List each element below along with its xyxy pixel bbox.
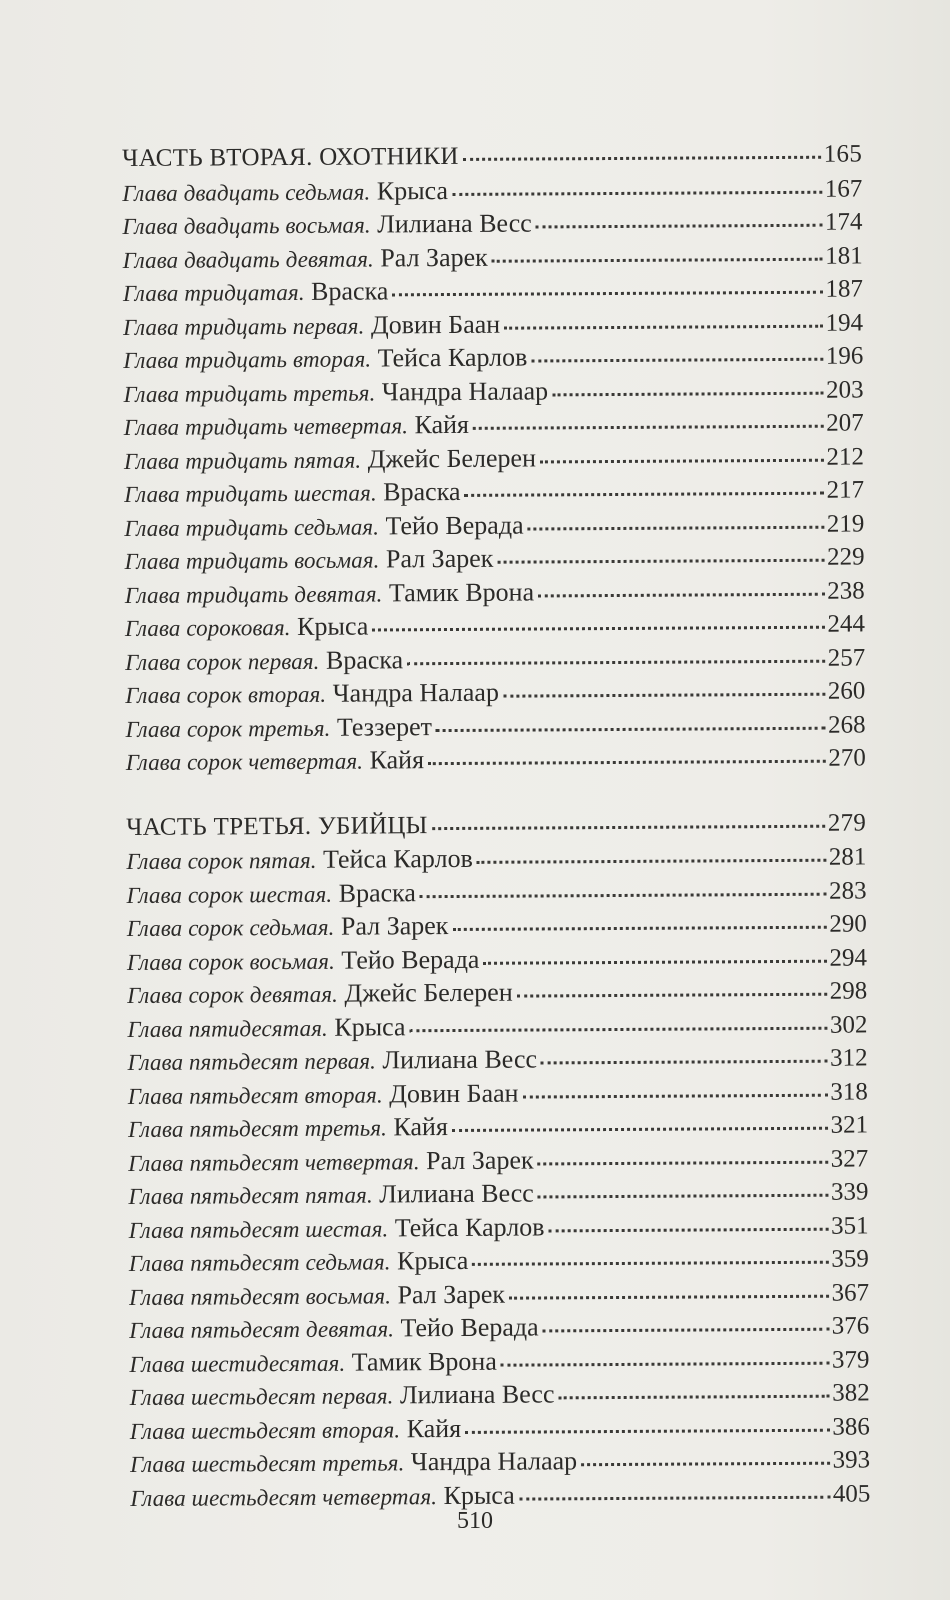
chapter-number: Глава тридцать шестая. xyxy=(124,480,377,507)
dot-leader xyxy=(436,726,825,731)
entry-label xyxy=(128,1042,538,1079)
entry-label xyxy=(124,441,536,478)
chapter-character: Тейса Карлов xyxy=(377,342,528,373)
dot-leader xyxy=(541,1060,827,1065)
entry-page-number: 290 xyxy=(829,910,867,938)
section-spacer xyxy=(126,774,866,811)
entry-page-number: 207 xyxy=(826,409,864,437)
chapter-character: Лилиана Весс xyxy=(399,1379,555,1410)
dot-leader xyxy=(503,693,825,698)
entry-page-number: 386 xyxy=(832,1412,870,1441)
entry-page-number: 194 xyxy=(825,308,864,337)
dot-leader xyxy=(463,156,821,161)
part-title: ЧАСТЬ ТРЕТЬЯ. УБИЙЦЫ xyxy=(126,811,428,841)
dot-leader xyxy=(538,1194,828,1199)
dot-leader xyxy=(549,1227,829,1232)
chapter-character: Тейо Верада xyxy=(341,944,480,975)
entry-label xyxy=(129,1310,539,1347)
toc-entry xyxy=(128,1074,868,1112)
entry-label xyxy=(129,1244,469,1281)
entry-label xyxy=(127,909,449,945)
chapter-character: Лилиана Весс xyxy=(377,208,532,239)
entry-page-number: 281 xyxy=(828,843,867,871)
entry-label xyxy=(125,710,432,746)
chapter-character: Кайя xyxy=(406,1413,462,1443)
entry-page-number: 294 xyxy=(829,943,868,972)
toc-entry xyxy=(124,506,864,544)
entry-page-number: 359 xyxy=(831,1245,869,1273)
entry-label xyxy=(126,743,424,779)
toc-entry xyxy=(130,1375,870,1413)
chapter-character: Враска xyxy=(311,276,389,306)
dot-leader xyxy=(472,1261,828,1266)
dot-leader xyxy=(452,1127,828,1132)
entry-label xyxy=(130,1444,577,1481)
chapter-character: Довин Баан xyxy=(370,309,501,339)
toc-entry xyxy=(125,673,865,711)
dot-leader xyxy=(465,1428,829,1433)
toc-entry xyxy=(128,1141,868,1179)
toc-entry xyxy=(122,204,862,242)
entry-page-number: 238 xyxy=(827,576,865,605)
dot-leader xyxy=(432,824,825,829)
chapter-number: Глава пятьдесят вторая. xyxy=(127,1081,383,1109)
toc-entry xyxy=(124,439,864,477)
chapter-number: Глава шестидесятая. xyxy=(129,1350,346,1377)
entry-label xyxy=(123,341,527,378)
entry-page-number: 212 xyxy=(826,442,865,471)
chapter-character: Рал Зарек xyxy=(426,1145,534,1175)
chapter-character: Лилиана Весс xyxy=(382,1044,538,1075)
entry-page-number: 167 xyxy=(824,174,863,203)
dot-leader xyxy=(517,993,827,998)
chapter-character: Теззерет xyxy=(336,711,433,742)
toc-entry xyxy=(129,1241,869,1279)
dot-leader xyxy=(492,257,822,262)
toc-entry xyxy=(130,1442,870,1480)
chapter-number: Глава тридцатая. xyxy=(122,279,305,306)
chapter-number: Глава сорок первая. xyxy=(125,648,320,675)
toc-entry xyxy=(127,940,867,978)
toc-entry xyxy=(126,839,866,877)
dot-leader xyxy=(519,1495,830,1500)
entry-page-number: 376 xyxy=(831,1312,870,1340)
entry-label xyxy=(125,575,535,612)
dot-leader xyxy=(372,626,824,632)
entry-label xyxy=(128,1076,519,1113)
dot-leader xyxy=(410,1026,827,1032)
chapter-number: Глава тридцать пятая. xyxy=(123,447,362,474)
toc-entry xyxy=(123,271,863,309)
entry-label xyxy=(123,374,548,411)
dot-leader xyxy=(509,1294,829,1299)
part-title: ЧАСТЬ ВТОРАЯ. ОХОТНИКИ xyxy=(122,142,459,172)
entry-label xyxy=(125,643,403,679)
dot-leader xyxy=(392,291,822,297)
entry-page-number: 270 xyxy=(828,744,866,772)
toc-entry xyxy=(126,873,866,911)
toc-entry xyxy=(127,973,867,1011)
dot-leader xyxy=(558,1395,829,1400)
chapter-number: Глава шестьдесят третья. xyxy=(130,1450,405,1477)
chapter-number: Глава шестьдесят вторая. xyxy=(129,1416,401,1444)
entry-label xyxy=(124,508,523,545)
toc-entry xyxy=(125,573,865,611)
chapter-character: Крыса xyxy=(397,1245,469,1276)
dot-leader xyxy=(540,458,823,463)
entry-label xyxy=(129,1277,505,1314)
entry-label xyxy=(129,1210,545,1247)
dot-leader xyxy=(504,324,822,329)
chapter-character: Довин Баан xyxy=(389,1078,519,1108)
chapter-character: Крыса xyxy=(334,1011,406,1042)
dot-leader xyxy=(473,425,823,430)
chapter-number: Глава двадцать девятая. xyxy=(122,245,374,273)
chapter-number: Глава пятьдесят седьмая. xyxy=(128,1249,391,1276)
toc-entry xyxy=(129,1342,869,1380)
chapter-number: Глава двадцать седьмая. xyxy=(122,178,371,206)
chapter-character: Враска xyxy=(325,644,404,675)
chapter-number: Глава пятьдесят девятая. xyxy=(129,1316,395,1343)
chapter-number: Глава пятьдесят четвертая. xyxy=(128,1148,420,1176)
chapter-character: Тейса Карлов xyxy=(323,843,473,874)
entry-label xyxy=(124,542,493,579)
chapter-number: Глава тридцать четвертая. xyxy=(123,413,409,440)
chapter-character: Чандра Налаар xyxy=(332,677,500,708)
chapter-number: Глава сорок вторая. xyxy=(125,681,327,708)
chapter-character: Лилиана Весс xyxy=(379,1178,534,1209)
toc-entry xyxy=(125,640,865,678)
chapter-number: Глава тридцать восьмая. xyxy=(124,547,380,574)
toc-entry xyxy=(124,405,864,443)
chapter-number: Глава сорок четвертая. xyxy=(125,748,364,775)
chapter-number: Глава тридцать третья. xyxy=(123,379,376,407)
entry-page-number: 351 xyxy=(831,1211,869,1240)
entry-label xyxy=(123,307,500,344)
chapter-character: Рал Зарек xyxy=(380,242,488,272)
toc-entry xyxy=(129,1208,869,1246)
toc-part-heading xyxy=(122,137,862,175)
chapter-character: Тейо Верада xyxy=(385,510,524,540)
entry-label xyxy=(127,942,480,979)
entry-page-number: 312 xyxy=(830,1044,868,1072)
toc-entry xyxy=(125,707,865,745)
entry-page-number: 302 xyxy=(829,1010,868,1039)
entry-label xyxy=(123,240,488,277)
entry-page-number: 268 xyxy=(827,710,866,739)
entry-page-number: 257 xyxy=(827,643,866,672)
entry-label xyxy=(124,475,461,512)
section-entries xyxy=(122,171,866,779)
chapter-character: Крыса xyxy=(443,1480,515,1510)
chapter-number: Глава пятьдесят восьмая. xyxy=(128,1282,392,1310)
chapter-character: Тейса Карлов xyxy=(394,1211,545,1242)
entry-page-number: 298 xyxy=(829,977,868,1005)
chapter-number: Глава сорок восьмая. xyxy=(126,948,335,975)
dot-leader xyxy=(538,592,824,597)
dot-leader xyxy=(543,1328,829,1333)
chapter-number: Глава двадцать восьмая. xyxy=(122,212,371,239)
dot-leader xyxy=(407,659,825,665)
chapter-character: Тейо Верада xyxy=(400,1312,539,1343)
chapter-number: Глава шестьдесят первая. xyxy=(129,1383,394,1410)
chapter-number: Глава тридцать первая. xyxy=(123,313,365,340)
chapter-number: Глава тридцать седьмая. xyxy=(124,513,380,541)
section-entries xyxy=(126,839,870,1514)
entry-page-number: 379 xyxy=(831,1345,870,1374)
entry-page-number: 244 xyxy=(827,610,866,638)
entry-label xyxy=(125,676,499,713)
toc-entry xyxy=(128,1107,868,1145)
chapter-number: Глава пятьдесят третья. xyxy=(127,1115,388,1142)
dot-leader xyxy=(538,1160,828,1165)
folio-page-number: 510 xyxy=(457,1508,493,1534)
entry-page-number: 405 xyxy=(832,1479,871,1508)
entry-label xyxy=(125,610,369,646)
toc-entry xyxy=(123,305,863,343)
dot-leader xyxy=(581,1462,829,1467)
chapter-number: Глава тридцать девятая. xyxy=(124,580,383,608)
dot-leader xyxy=(501,1361,829,1366)
chapter-character: Кайя xyxy=(414,409,470,440)
toc-entry xyxy=(129,1275,869,1313)
dot-leader xyxy=(531,358,822,363)
entry-page-number: 321 xyxy=(830,1111,869,1139)
dot-leader xyxy=(464,492,823,497)
toc-entry xyxy=(127,1007,867,1045)
entry-label xyxy=(128,1110,448,1146)
entry-page-number: 339 xyxy=(830,1178,869,1206)
toc-entry xyxy=(128,1174,868,1212)
chapter-character: Рал Зарек xyxy=(385,543,494,574)
toc-entry xyxy=(123,372,863,410)
entry-page-number: 181 xyxy=(825,241,863,270)
dot-leader xyxy=(477,859,826,864)
toc-entry xyxy=(128,1040,868,1078)
chapter-character: Джейс Белерен xyxy=(367,442,537,474)
entry-page-number: 260 xyxy=(827,677,866,705)
entry-label xyxy=(129,1344,497,1381)
entry-page-number: 174 xyxy=(824,208,863,236)
entry-page-number: 187 xyxy=(825,275,863,303)
chapter-number: Глава сорок седьмая. xyxy=(126,914,335,941)
chapter-character: Чандра Налаар xyxy=(410,1446,578,1477)
chapter-character: Враска xyxy=(338,877,416,908)
toc-entry xyxy=(126,740,866,778)
chapter-number: Глава пятьдесят шестая. xyxy=(128,1215,389,1243)
chapter-character: Тамик Врона xyxy=(351,1346,497,1377)
chapter-number: Глава сорок девятая. xyxy=(127,981,339,1008)
toc-entry xyxy=(124,472,864,510)
chapter-character: Крыса xyxy=(297,611,369,641)
entry-page-number: 318 xyxy=(830,1077,868,1106)
chapter-character: Чандра Налаар xyxy=(381,375,549,406)
chapter-character: Враска xyxy=(383,476,461,507)
entry-page-number: 283 xyxy=(829,876,867,905)
entry-page-number: 327 xyxy=(830,1144,869,1173)
chapter-number: Глава пятидесятая. xyxy=(127,1015,328,1042)
entry-page-number: 393 xyxy=(832,1446,871,1474)
toc-entry xyxy=(127,906,867,944)
part-page-number: 279 xyxy=(827,808,867,837)
entry-label xyxy=(122,174,448,210)
toc-part-heading xyxy=(126,806,866,844)
entry-label xyxy=(130,1411,461,1448)
entry-page-number: 229 xyxy=(826,543,865,571)
entry-label xyxy=(122,206,531,243)
chapter-character: Кайя xyxy=(369,745,425,775)
chapter-number: Глава тридцать вторая. xyxy=(123,346,372,373)
entry-page-number: 367 xyxy=(831,1278,870,1307)
chapter-character: Рал Зарек xyxy=(397,1279,506,1309)
entry-label xyxy=(123,274,389,310)
toc-entry xyxy=(129,1308,869,1346)
entry-label xyxy=(124,408,469,445)
toc-entry xyxy=(122,171,862,209)
chapter-number: Глава сорок пятая. xyxy=(126,847,317,874)
dot-leader xyxy=(497,559,824,564)
chapter-number: Глава сорок шестая. xyxy=(126,881,333,908)
entry-page-number: 203 xyxy=(825,375,864,404)
chapter-number: Глава шестьдесят четвертая. xyxy=(130,1483,438,1511)
dot-leader xyxy=(528,525,824,530)
entry-page-number: 382 xyxy=(832,1379,870,1407)
dot-leader xyxy=(452,926,826,931)
dot-leader xyxy=(420,892,826,897)
dot-leader xyxy=(552,391,823,396)
entry-label xyxy=(127,976,513,1013)
dot-leader xyxy=(428,760,825,765)
entry-label xyxy=(127,1010,405,1046)
entry-label xyxy=(128,1177,534,1214)
toc-entry xyxy=(123,338,863,376)
chapter-character: Кайя xyxy=(393,1112,448,1142)
toc-entry xyxy=(125,606,865,644)
entry-label xyxy=(130,1377,555,1414)
dot-leader xyxy=(452,190,822,195)
chapter-number: Глава сороковая. xyxy=(124,614,291,641)
entry-page-number: 219 xyxy=(826,509,865,538)
part-page-number: 165 xyxy=(823,140,863,168)
chapter-character: Крыса xyxy=(376,175,449,205)
chapter-character: Рал Зарек xyxy=(340,911,449,941)
toc-entry xyxy=(130,1409,870,1447)
dot-leader xyxy=(536,224,822,229)
entry-label xyxy=(128,1143,534,1180)
entry-label xyxy=(126,842,473,879)
chapter-number: Глава пятьдесят пятая. xyxy=(128,1182,373,1209)
entry-label xyxy=(126,876,416,912)
table-of-contents xyxy=(122,137,870,1513)
dot-leader xyxy=(523,1093,828,1098)
chapter-number: Глава пятьдесят первая. xyxy=(127,1048,377,1075)
entry-page-number: 217 xyxy=(826,476,865,504)
chapter-number: Глава сорок третья. xyxy=(125,715,331,742)
toc-entry xyxy=(124,539,864,577)
entry-page-number: 196 xyxy=(825,342,864,370)
chapter-character: Джейс Белерен xyxy=(344,977,513,1008)
toc-entry xyxy=(123,238,863,276)
dot-leader xyxy=(483,959,826,964)
chapter-character: Тамик Врона xyxy=(388,576,535,607)
